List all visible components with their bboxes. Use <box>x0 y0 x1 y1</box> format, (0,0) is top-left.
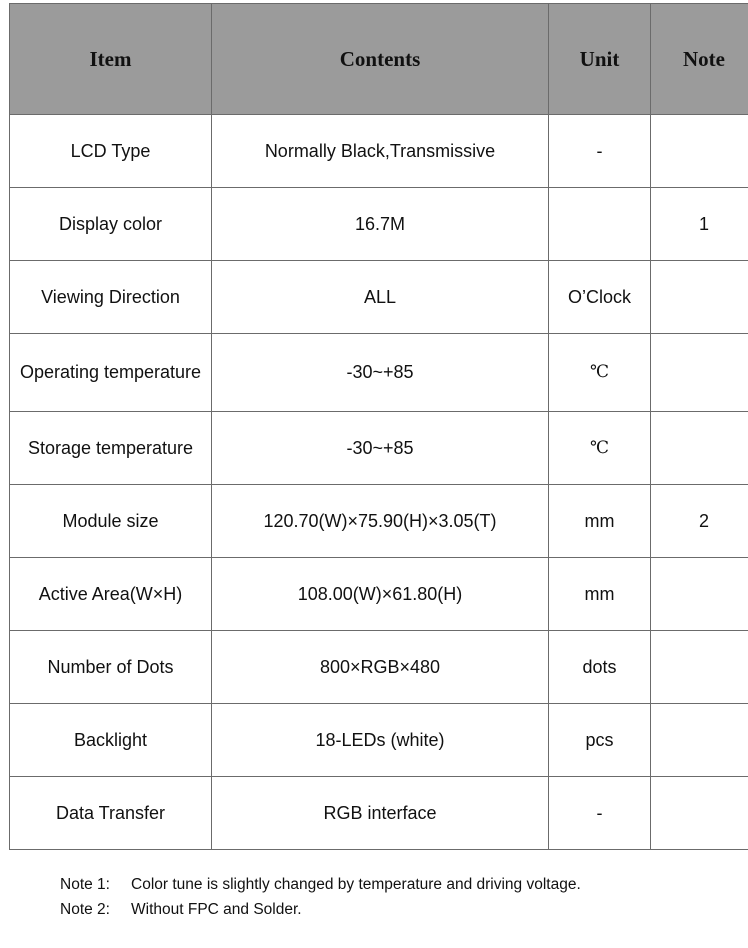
cell-unit: mm <box>549 558 651 631</box>
table-row <box>10 188 748 261</box>
cell-contents: -30~+85 <box>212 334 549 412</box>
cell-item: Operating temperature <box>10 334 212 412</box>
cell-item: Module size <box>10 485 212 558</box>
cell-unit: ℃ <box>549 334 651 412</box>
cell-contents: 108.00(W)×61.80(H) <box>212 558 549 631</box>
cell-contents: 18-LEDs (white) <box>212 704 549 777</box>
cell-note: 2 <box>651 485 748 558</box>
header-row <box>10 4 748 115</box>
cell-unit: - <box>549 115 651 188</box>
table-row <box>10 115 748 188</box>
cell-note <box>651 334 748 412</box>
note-text: Without FPC and Solder. <box>131 901 302 918</box>
cell-unit: mm <box>549 485 651 558</box>
cell-note <box>651 115 748 188</box>
cell-item: Storage temperature <box>10 412 212 485</box>
spec-table <box>9 3 748 850</box>
cell-contents: 120.70(W)×75.90(H)×3.05(T) <box>212 485 549 558</box>
notes-section <box>60 872 581 922</box>
header-note: Note <box>651 4 748 115</box>
cell-item: Viewing Direction <box>10 261 212 334</box>
cell-item: Display color <box>10 188 212 261</box>
cell-note <box>651 558 748 631</box>
cell-note <box>651 631 748 704</box>
cell-unit: dots <box>549 631 651 704</box>
note-2 <box>60 897 581 922</box>
table-row <box>10 631 748 704</box>
cell-note: 1 <box>651 188 748 261</box>
cell-note <box>651 704 748 777</box>
table-row <box>10 412 748 485</box>
cell-unit: - <box>549 777 651 850</box>
cell-unit: ℃ <box>549 412 651 485</box>
table-row <box>10 261 748 334</box>
cell-contents: 800×RGB×480 <box>212 631 549 704</box>
cell-item: Number of Dots <box>10 631 212 704</box>
header-unit: Unit <box>549 4 651 115</box>
cell-note <box>651 777 748 850</box>
table-row <box>10 334 748 412</box>
table-row <box>10 777 748 850</box>
note-text: Color tune is slightly changed by temperature and driving voltage. <box>131 876 581 893</box>
cell-contents: -30~+85 <box>212 412 549 485</box>
cell-contents: Normally Black,Transmissive <box>212 115 549 188</box>
cell-unit: pcs <box>549 704 651 777</box>
cell-note <box>651 261 748 334</box>
table-row <box>10 704 748 777</box>
cell-unit <box>549 188 651 261</box>
table-row <box>10 558 748 631</box>
cell-contents: 16.7M <box>212 188 549 261</box>
note-label: Note 2: <box>60 901 110 918</box>
header-item: Item <box>10 4 212 115</box>
cell-item: LCD Type <box>10 115 212 188</box>
cell-item: Data Transfer <box>10 777 212 850</box>
cell-contents: ALL <box>212 261 549 334</box>
table-row <box>10 485 748 558</box>
cell-note <box>651 412 748 485</box>
cell-item: Backlight <box>10 704 212 777</box>
note-label: Note 1: <box>60 876 110 893</box>
cell-unit: O’Clock <box>549 261 651 334</box>
cell-item: Active Area(W×H) <box>10 558 212 631</box>
header-contents: Contents <box>212 4 549 115</box>
note-1 <box>60 872 581 897</box>
cell-contents: RGB interface <box>212 777 549 850</box>
